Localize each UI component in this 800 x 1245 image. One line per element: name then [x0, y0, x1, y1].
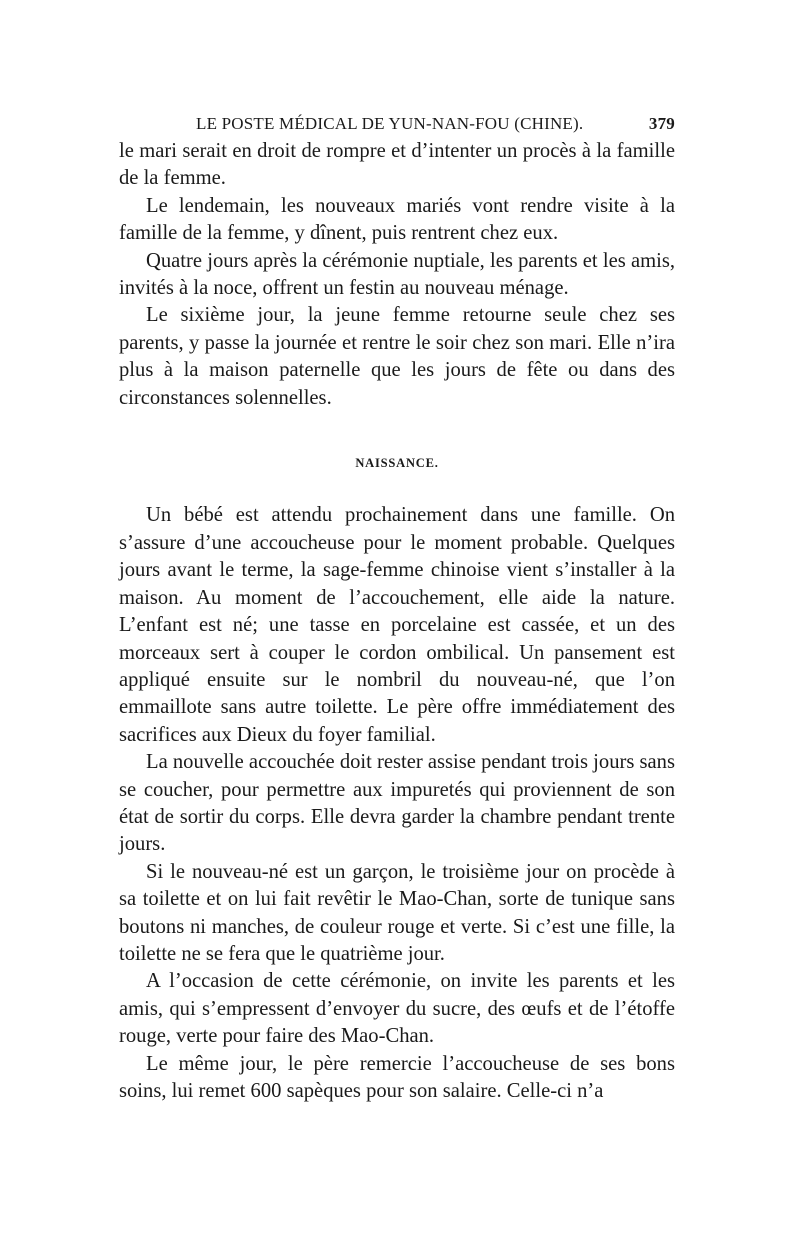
- paragraph: Si le nouveau-né est un garçon, le troisième jour on procède à sa toilette et on lui fait revêtir le Mao-Chan, sorte de tunique sans boutons ni manches, de couleur rouge et verte. Si c’est une fille, la toilette ne se fera que le quatrième jour.: [119, 860, 675, 965]
- paragraph: La nouvelle accouchée doit rester assise pendant trois jours sans se coucher, pour permettre aux impuretés qui proviennent de son état de sortir du corps. Elle devra garder la chambre pendant trente jours.: [119, 751, 675, 856]
- section-heading: NAISSANCE.: [355, 456, 439, 471]
- paragraph: A l’occasion de cette cérémonie, on invite les parents et les amis, qui s’empressent d’envoyer du sucre, des œufs et de l’étoffe rouge, verte pour faire des Mao-Chan.: [119, 970, 675, 1048]
- page-number: 379: [648, 114, 675, 133]
- paragraph: Quatre jours après la cérémonie nuptiale, les parents et les amis, invités à la noce, offrent un festin au nouveau ménage.: [119, 249, 675, 300]
- running-head: [119, 112, 675, 138]
- running-head-title: LE POSTE MÉDICAL DE YUN-NAN-FOU (CHINE).: [196, 114, 584, 133]
- paragraph: Un bébé est attendu prochainement dans une famille. On s’assure d’une accoucheuse pour le moment probable. Quelques jours avant le terme, la sage-femme chinoise vient s’installer à la maison. Au moment de l’accouchement, elle aide la nature. L’enfant est né; une tasse en porcelaine est cassée, et un des morceaux sert à couper le cordon ombilical. Un pansement est appliqué ensuite sur le nombril du nouveau-né, que l’on emmaillote sans autre toilette. Le père offre immédiatement des sacrifices aux Dieux du foyer familial.: [119, 504, 675, 746]
- paragraph: le mari serait en droit de rompre et d’intenter un procès à la famille de la femme.: [119, 140, 675, 190]
- body-text: [119, 138, 675, 1105]
- paragraph: Le même jour, le père remercie l’accoucheuse de ses bons soins, lui remet 600 sapèques pour son salaire. Celle-ci n’a: [119, 1052, 675, 1102]
- paragraph: Le lendemain, les nouveaux mariés vont rendre visite à la famille de la femme, y dînent, puis rentrent chez eux.: [119, 194, 675, 245]
- book-page: [119, 112, 675, 1105]
- paragraph: Le sixième jour, la jeune femme retourne seule chez ses parents, y passe la journée et rentre le soir chez son mari. Elle n’ira plus à la maison paternelle que les jours de fête ou dans des circonstances solennelles.: [119, 304, 675, 409]
